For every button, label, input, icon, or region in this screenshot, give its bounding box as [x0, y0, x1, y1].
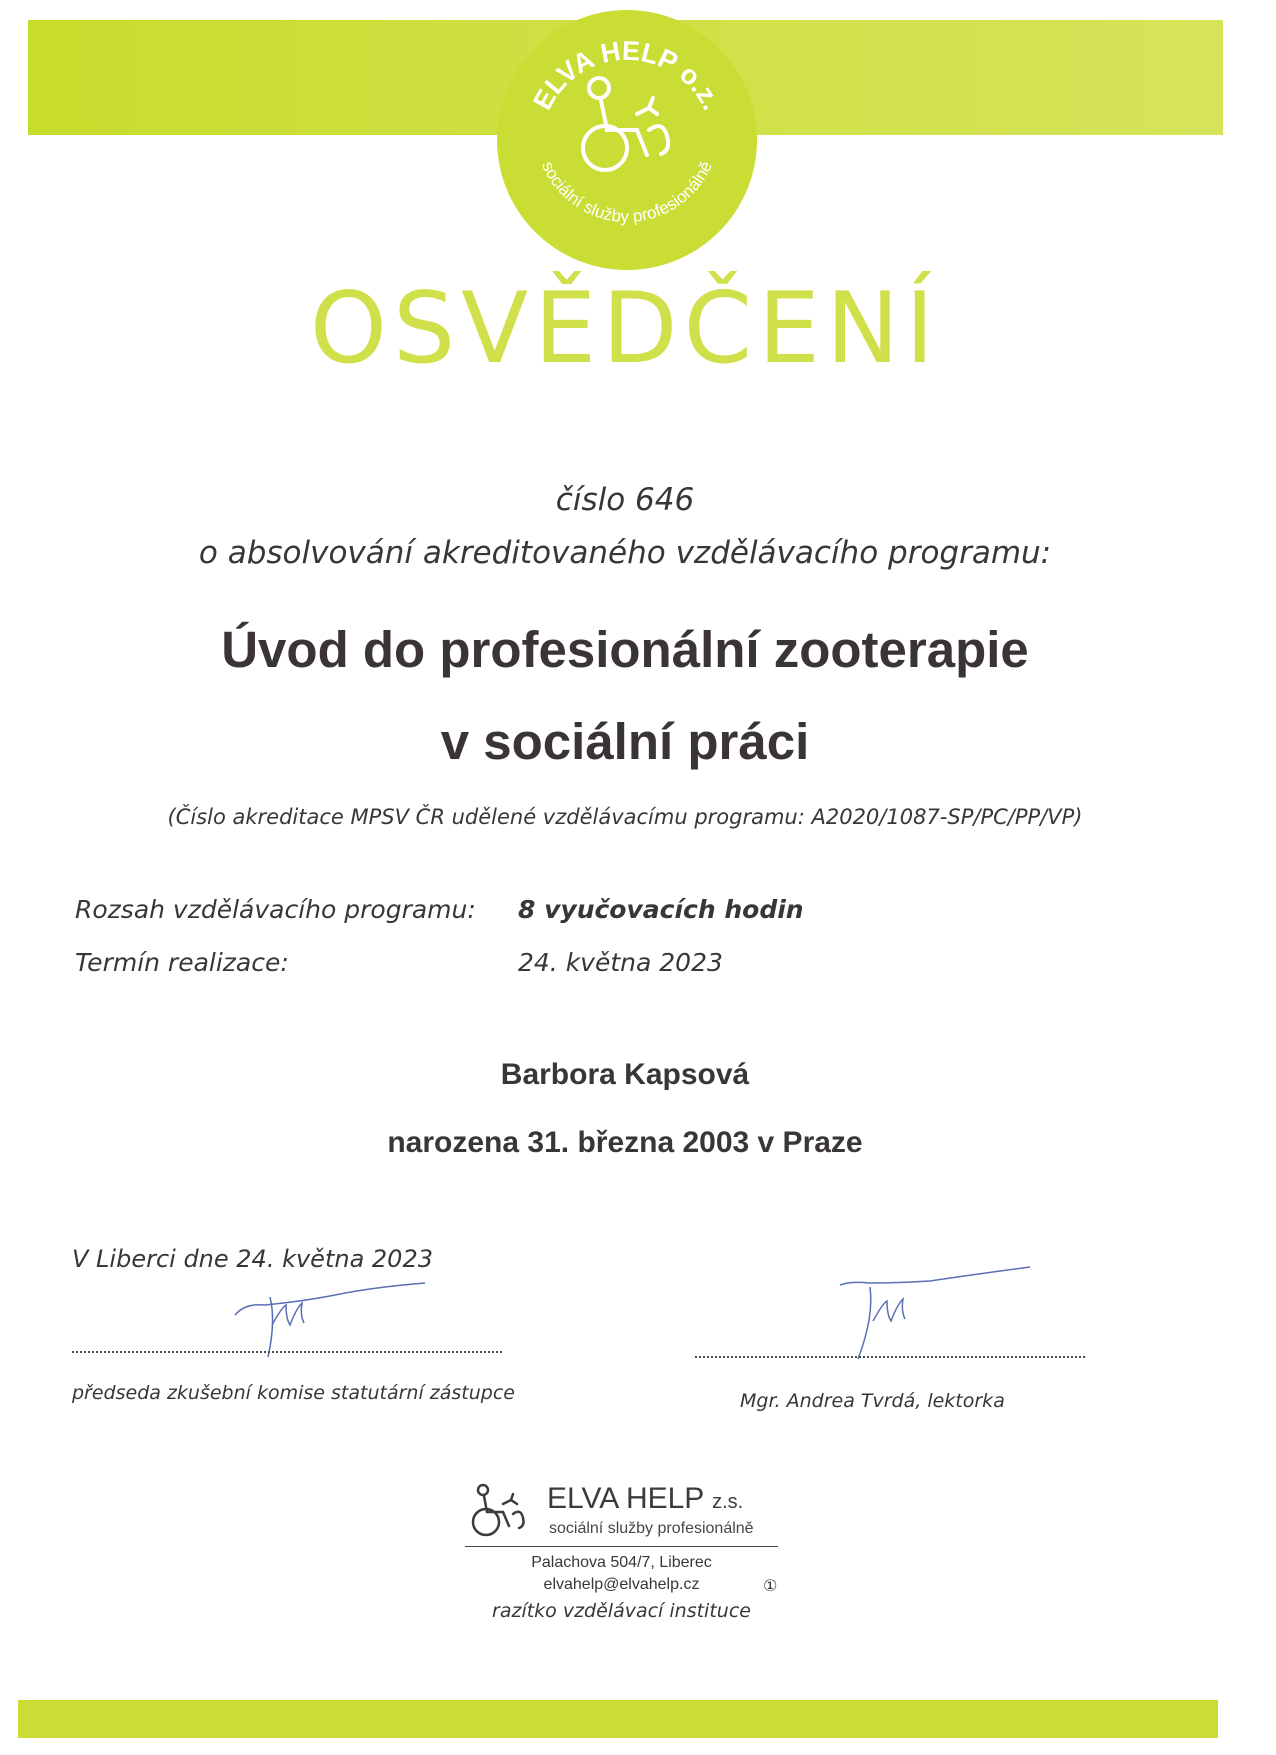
right-signature	[835, 1265, 1035, 1365]
date-value: 24. května 2023	[518, 948, 723, 977]
accreditation-note: (Číslo akreditace MPSV ČR udělené vzdělávacímu programu: A2020/1087-SP/PC/PP/VP)	[167, 805, 1083, 829]
right-signature-line	[695, 1355, 1085, 1358]
left-signature-caption: předseda zkušební komise statutární zástupce	[72, 1382, 515, 1404]
logo-text-top: ELVA HELP o.z.	[527, 35, 728, 115]
logo-text-bottom: sociální služby profesionálně	[538, 158, 716, 227]
left-signature-line	[72, 1350, 502, 1353]
stamp-email: elvahelp@elvahelp.cz	[543, 1576, 700, 1593]
stamp-wheelchair-icon	[467, 1482, 537, 1542]
stamp-org-name: ELVA HELP z.s.	[547, 1482, 744, 1515]
footer-band	[18, 1700, 1218, 1738]
stamp-caption: razítko vzdělávací instituce	[492, 1600, 751, 1622]
scope-label: Rozsah vzdělávacího programu:	[75, 895, 476, 924]
elva-help-logo	[497, 10, 757, 270]
date-label: Termín realizace:	[75, 948, 289, 977]
program-title-line-1: Úvod do profesionální zooterapie	[221, 621, 1029, 678]
stamp-address: Palachova 504/7, Liberec	[531, 1554, 712, 1571]
logo-graphic	[497, 10, 757, 270]
institution-stamp	[465, 1480, 785, 1620]
svg-text:ELVA HELP o.z.	[527, 36, 727, 115]
recipient-name: Barbora Kapsová	[500, 1058, 750, 1091]
right-signature-caption: Mgr. Andrea Tvrdá, lektorka	[740, 1390, 1005, 1412]
certificate-number: číslo 646	[555, 482, 695, 518]
stamp-divider	[465, 1546, 778, 1547]
recipient-birth: narozena 31. března 2003 v Praze	[387, 1126, 863, 1159]
scope-value: 8 vyučovacích hodin	[518, 895, 804, 924]
wheelchair-icon	[583, 78, 668, 170]
certificate-title: OSVĚDČENÍ	[309, 272, 941, 386]
stamp-number: ①	[763, 1576, 778, 1595]
svg-text:sociální služby profesionálně	[538, 158, 716, 226]
place-and-date: V Liberci dne 24. května 2023	[72, 1245, 433, 1273]
program-title-line-2: v sociální práci	[440, 713, 810, 770]
certificate-subtitle: o absolvování akreditovaného vzdělávacího programu:	[198, 535, 1052, 571]
stamp-org-suffix: z.s.	[712, 1491, 744, 1513]
stamp-tagline: sociální služby profesionálně	[549, 1520, 754, 1537]
